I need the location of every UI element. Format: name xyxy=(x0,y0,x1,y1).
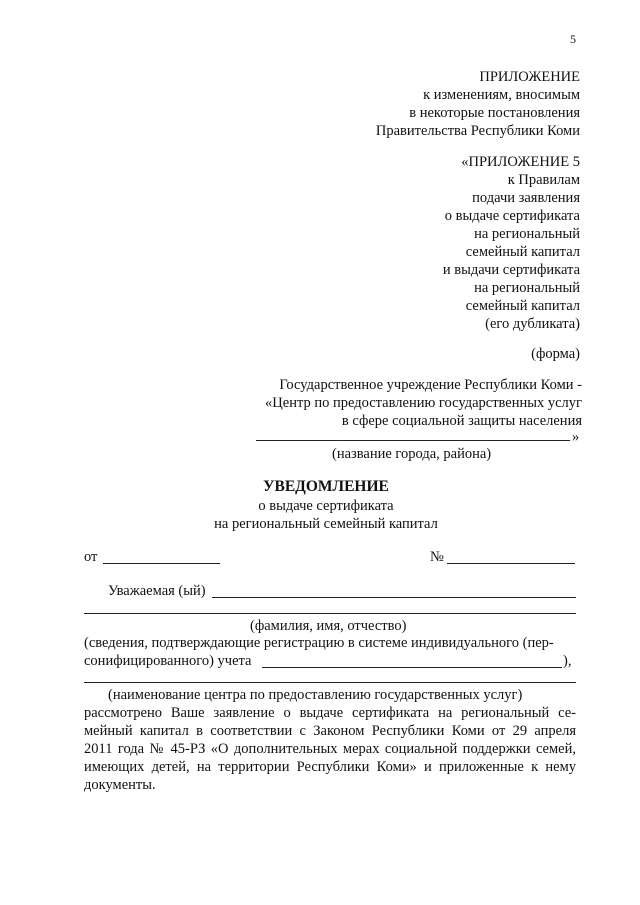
institution-line: Государственное учреждение Республики Коми - xyxy=(279,377,582,393)
from-label: от xyxy=(84,549,98,565)
date-blank-line xyxy=(103,563,220,564)
appendix5-title: «ПРИЛОЖЕНИЕ 5 xyxy=(461,154,580,170)
fio-caption: (фамилия, имя, отчество) xyxy=(250,618,407,634)
appendix5-line: семейный капитал xyxy=(465,298,580,314)
number-blank-line xyxy=(447,563,575,564)
closing-quote: » xyxy=(572,429,580,445)
appendix-line: в некоторые постановления xyxy=(409,105,580,121)
notice-title: УВЕДОМЛЕНИЕ xyxy=(263,478,389,495)
body-line: рассмотрено Ваше заявление о выдаче сертификата на региональный се- xyxy=(84,705,576,721)
appendix5-line: семейный капитал xyxy=(465,244,580,260)
institution-line: в сфере социальной защиты населения xyxy=(341,413,582,429)
body-line: мейный капитал в соответствии с Законом Республики Коми от 29 апреля xyxy=(84,723,576,739)
notice-subtitle: на региональный семейный капитал xyxy=(214,516,438,532)
fio-blank-line-2 xyxy=(84,613,576,614)
appendix5-line: на региональный xyxy=(474,280,580,296)
notice-subtitle: о выдаче сертификата xyxy=(258,498,394,514)
registration-text: сонифицированного) учета xyxy=(84,653,252,669)
number-label: № xyxy=(430,549,444,565)
institution-line: «Центр по предоставлению государственных услуг xyxy=(265,395,582,411)
appendix5-line: подачи заявления xyxy=(472,190,580,206)
appendix5-line: о выдаче сертификата xyxy=(444,208,580,224)
registration-blank-line xyxy=(262,667,562,668)
body-line: 2011 года № 45-РЗ «О дополнительных мерах социальной поддержки семей, xyxy=(84,741,576,757)
appendix-line: Правительства Республики Коми xyxy=(375,123,580,139)
center-caption: (наименование центра по предоставлению государственных услуг) xyxy=(108,687,523,703)
appendix-line: к изменениям, вносимым xyxy=(423,87,580,103)
form-label: (форма) xyxy=(531,346,580,362)
appendix5-line: на региональный xyxy=(474,226,580,242)
appendix5-line: к Правилам xyxy=(507,172,580,188)
body-line: имеющих детей, на территории Республики Коми» и приложенные к нему xyxy=(84,759,576,775)
appendix5-line: и выдачи сертификата xyxy=(442,262,580,278)
center-blank-line xyxy=(84,682,576,683)
registration-end: ), xyxy=(563,653,572,669)
registration-text: (сведения, подтверждающие регистрацию в системе индивидуального (пер- xyxy=(84,635,554,651)
page-number: 5 xyxy=(570,32,576,46)
city-blank-line xyxy=(256,440,570,441)
appendix-title: ПРИЛОЖЕНИЕ xyxy=(479,69,580,85)
appendix5-line: (его дубликата) xyxy=(485,316,580,332)
fio-blank-line xyxy=(212,597,576,598)
salutation-label: Уважаемая (ый) xyxy=(108,583,206,599)
city-caption: (название города, района) xyxy=(332,446,492,462)
body-line: документы. xyxy=(84,777,156,793)
